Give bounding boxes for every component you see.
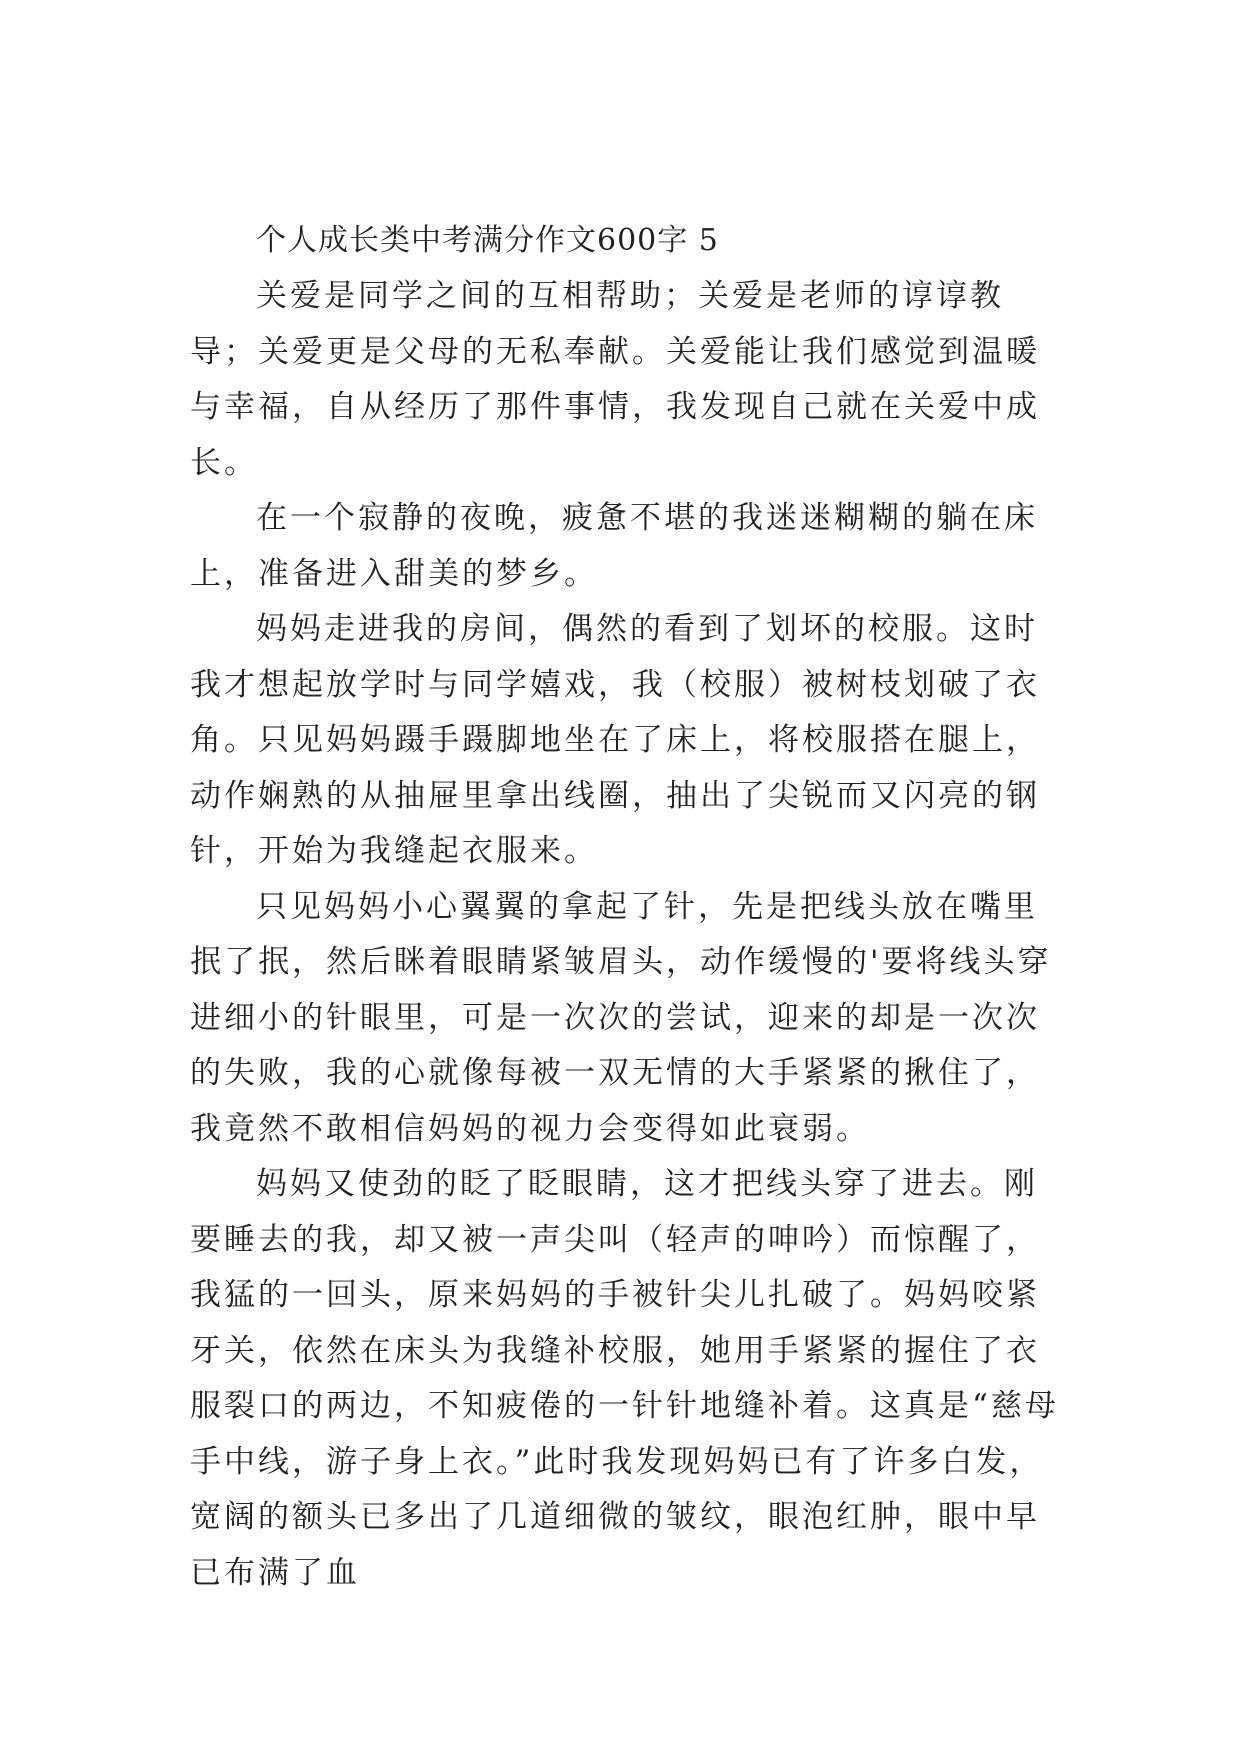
paragraph-2: 在一个寂静的夜晚，疲惫不堪的我迷迷糊糊的躺在床上，准备进入甜美的梦乡。 bbox=[190, 500, 1038, 592]
paragraph-5: 妈妈又使劲的眨了眨眼睛，这才把线头穿了进去。刚要睡去的我，却又被一声尖叫（轻声的呻吟）而惊醒了，我猛的一回头，原来妈妈的手被针尖儿扎破了。妈妈咬紧牙关，依然在床头为我缝补校服，她用手紧紧的握住了衣服裂口的两边，不知疲倦的一针针地缝补着。这真是“慈母手中线，游子身上衣。”此时我发现妈妈已有了许多白发，宽阔的额头已多出了几道细微的皱纹，眼泡红肿，眼中早已布满了血 bbox=[190, 1166, 1059, 1591]
paragraph-3: 妈妈走进我的房间，偶然的看到了划坏的校服。这时我才想起放学时与同学嬉戏，我（校服）被树枝划破了衣角。只见妈妈蹑手蹑脚地坐在了床上，将校服搭在腿上，动作娴熟的从抽屉里拿出线圈，抽出了尖锐而又闪亮的钢针，开始为我缝起衣服来。 bbox=[190, 611, 1040, 869]
document-body bbox=[190, 213, 1070, 1601]
document-title: 个人成长类中考满分作文600字 5 bbox=[256, 223, 719, 258]
paragraph-4: 只见妈妈小心翼翼的拿起了针，先是把线头放在嘴里抿了抿，然后眯着眼睛紧皱眉头，动作缓慢的'要将线头穿进细小的针眼里，可是一次次的尝试，迎来的却是一次次的失败，我的心就像每被一双无情的大手紧紧的揪住了，我竟然不敢相信妈妈的视力会变得如此衰弱。 bbox=[190, 888, 1052, 1147]
paragraph-1: 关爱是同学之间的互相帮助；关爱是老师的谆谆教导；关爱更是父母的无私奉献。关爱能让我们感觉到温暖与幸福，自从经历了那件事情，我发现自己就在关爱中成长。 bbox=[190, 278, 1040, 481]
